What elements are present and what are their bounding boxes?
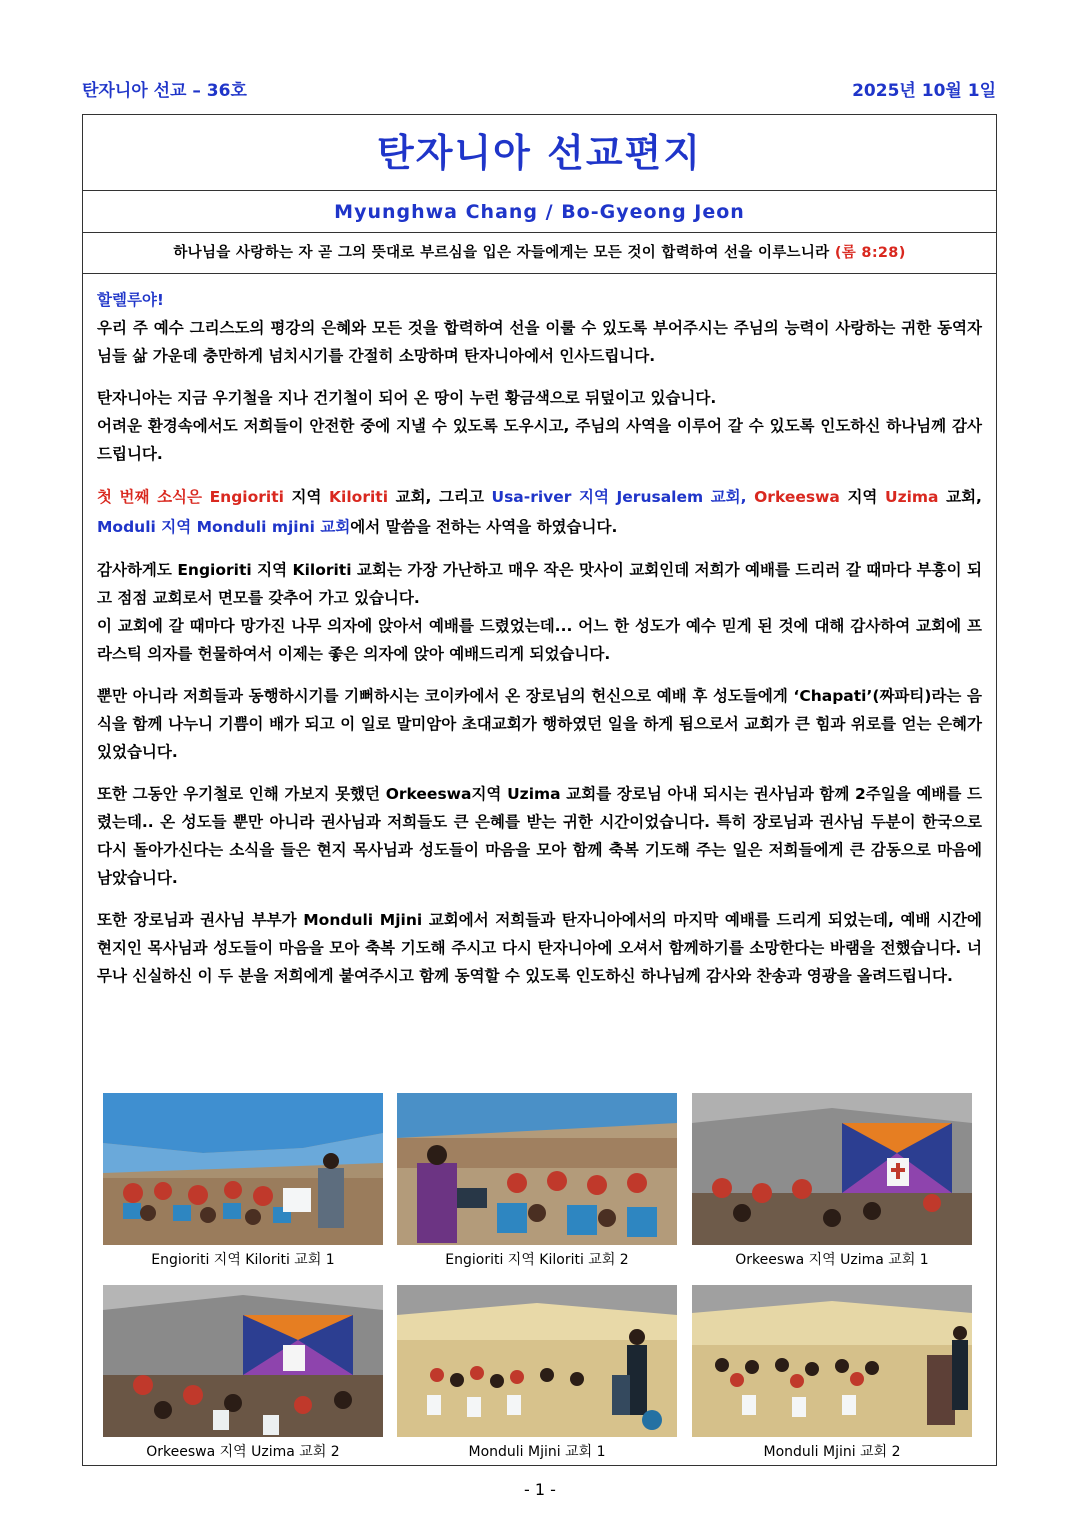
header-line bbox=[82, 76, 996, 100]
photo-1-image bbox=[103, 1093, 383, 1245]
letter-frame bbox=[82, 114, 997, 1466]
paragraph-6: 또한 그동안 우기철로 인해 가보지 못했던 Orkeeswa지역 Uzima 교회를 장로님 아내 되시는 권사님과 함께 2주일을 예배를 드렸는데.. 온 성도들 뿐만 아니라 권사님과 저희들도 큰 은혜를 받는 귀한 시간이었습니다. 특히 장로님과 권사님 두분이 한국으로 다시 돌아가신다는 소식을 들은 현지 목사님과 성도들이 마음을 모아 함께 축복 기도해 주는 일은 저희들에게 큰 감동으로 마음에 남았습니다. bbox=[97, 785, 982, 887]
photo-4-caption: Orkeeswa 지역 Uzima 교회 2 bbox=[146, 1444, 340, 1460]
bible-verse bbox=[83, 233, 996, 274]
church-kiloriti: Kiloriti bbox=[329, 488, 389, 506]
paragraph-7: 또한 장로님과 권사님 부부가 Monduli Mjini 교회에서 저희들과 탄자니아에서의 마지막 예배를 드리게 되었는데, 예배 시간에 현지인 목사님과 성도들이 마음을 모아 축복 기도해 주시고 다시 탄자니아에 오셔서 함께하기를 소망한다는 바램을 전했습니다. 너무나 신실하신 이 두 분을 저희에게 붙여주시고 함께 동역할 수 있도록 인도하신 하나님께 감사와 찬송과 영광을 올려드립니다. bbox=[97, 911, 982, 985]
photo-6 bbox=[692, 1285, 972, 1461]
series-label: 탄자니아 선교 – 36호 bbox=[82, 81, 247, 101]
photo-5-image bbox=[397, 1285, 677, 1437]
page-number: - 1 - bbox=[524, 1480, 556, 1499]
paragraph-2 bbox=[97, 384, 982, 468]
church-uzima: Uzima bbox=[884, 488, 939, 506]
authors: Myunghwa Chang / Bo-Gyeong Jeon bbox=[83, 191, 996, 233]
paragraph-2a: 탄자니아는 지금 우기철을 지나 건기철이 되어 온 땅이 누런 황금색으로 뒤덮이고 있습니다. bbox=[97, 389, 717, 407]
greeting: 할렐루야! bbox=[97, 291, 164, 309]
photo-3-caption: Orkeeswa 지역 Uzima 교회 1 bbox=[735, 1252, 929, 1268]
paragraph-4 bbox=[97, 556, 982, 668]
photo-5 bbox=[397, 1285, 677, 1461]
paragraph-4b: 이 교회에 갈 때마다 망가진 나무 의자에 앉아서 예배를 드렸었는데... 어느 한 성도가 예수 믿게 된 것에 대해 감사하여 교회에 프라스틱 의자를 헌물하여서 이제는 좋은 의자에 앉아 예배드리게 되었습니다. bbox=[97, 617, 982, 663]
photo-1-caption: Engioriti 지역 Kiloriti 교회 1 bbox=[151, 1252, 335, 1268]
letter-title: 탄자니아 선교편지 bbox=[83, 115, 996, 191]
photo-6-image bbox=[692, 1285, 972, 1437]
date-label: 2025년 10월 1일 bbox=[852, 81, 996, 101]
photo-4-image bbox=[103, 1285, 383, 1437]
region-usa-river: Usa-river 지역 Jerusalem 교회, bbox=[491, 488, 747, 506]
photo-6-caption: Monduli Mjini 교회 2 bbox=[763, 1444, 901, 1460]
photo-3-image bbox=[692, 1093, 972, 1245]
photo-3 bbox=[692, 1093, 972, 1269]
region-orkeeswa: Orkeeswa bbox=[754, 488, 840, 506]
paragraph-2b: 어려운 환경속에서도 저희들이 안전한 중에 지낼 수 있도록 도우시고, 주님의 사역을 이루어 갈 수 있도록 인도하신 하나님께 감사드립니다. bbox=[97, 417, 982, 463]
region-moduli: Moduli 지역 Monduli mjini 교회 bbox=[97, 518, 351, 536]
region-word-2: 지역 bbox=[847, 488, 878, 506]
verse-text: 하나님을 사랑하는 자 곧 그의 뜻대로 부르심을 입은 자들에게는 모든 것이 합력하여 선을 이루느니라 bbox=[173, 245, 830, 261]
news-intro: 첫 번째 소식은 bbox=[97, 488, 202, 506]
news-outro: 에서 말씀을 전하는 사역을 하였습니다. bbox=[350, 518, 618, 536]
photo-4 bbox=[103, 1285, 383, 1461]
photo-2-image bbox=[397, 1093, 677, 1245]
photo-2-caption: Engioriti 지역 Kiloriti 교회 2 bbox=[445, 1252, 629, 1268]
paragraph-1: 우리 주 예수 그리스도의 평강의 은혜와 모든 것을 합력하여 선을 이룰 수 있도록 부어주시는 주님의 능력이 사랑하는 귀한 동역자님들 삶 가운데 충만하게 넘치시기를 간절히 소망하며 탄자니아에서 인사드립니다. bbox=[97, 319, 982, 365]
paragraph-5: 뿐만 아니라 저희들과 동행하시기를 기뻐하시는 코이카에서 온 장로님의 헌신으로 예배 후 성도들에게 ‘Chapati’(짜파티)라는 음식을 함께 나누니 기쁨이 배가 되고 이 일로 말미암아 초대교회가 행하였던 일을 하게 됨으로서 교회가 큰 힘과 위로를 얻는 은혜가 있었습니다. bbox=[97, 687, 982, 761]
region-engioriti: Engioriti bbox=[209, 488, 284, 506]
church-word-1: 교회, 그리고 bbox=[395, 488, 484, 506]
paragraph-4a: 감사하게도 Engioriti 지역 Kiloriti 교회는 가장 가난하고 매우 작은 맛사이 교회인데 저희가 예배를 드리러 갈 때마다 부흥이 되고 점점 교회로서 면모를 갖추어 가고 있습니다. bbox=[97, 561, 982, 607]
paragraph-3 bbox=[97, 482, 982, 542]
photo-5-caption: Monduli Mjini 교회 1 bbox=[468, 1444, 606, 1460]
letter-body bbox=[83, 274, 996, 990]
church-word-2: 교회, bbox=[946, 488, 982, 506]
photo-1 bbox=[103, 1093, 383, 1269]
photo-2 bbox=[397, 1093, 677, 1269]
region-word-1: 지역 bbox=[291, 488, 322, 506]
verse-reference: (롬 8:28) bbox=[834, 245, 906, 261]
